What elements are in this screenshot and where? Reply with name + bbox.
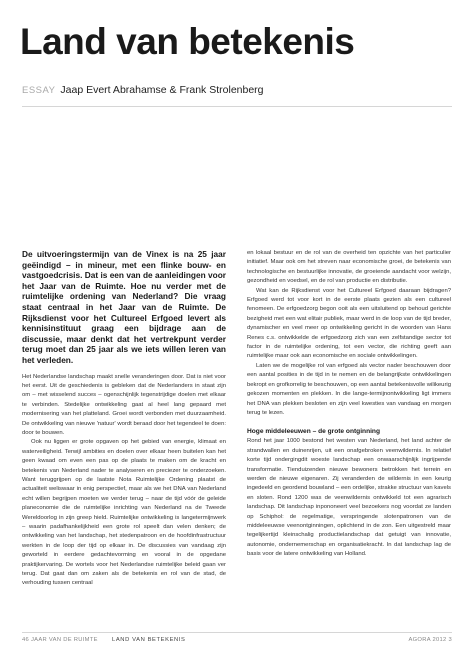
body-paragraph-1: Het Nederlandse landschap maakt snelle veranderingen door. Dat is niet voor het eerst. Uit de geschiedenis is gebleken dat de Nederlanders in staat zijn om – met wisselend succes – ogenschijnlijk tegenstrijdige doelen met elkaar te verbinden. Stedelijke ontwikkeling gaat al heel lang gepaard met modernisering van het platteland. Groei wordt verbonden met duurzaamheid. De ontwikkeling van nieuwe 'natuur' wordt beraad door het tegendeel te doen: door te bouwen. — [22, 373, 226, 436]
series-name: JAAR VAN DE RUIMTE — [30, 637, 98, 643]
lead-paragraph: De uitvoeringstermijn van de Vinex is na 25 jaar geëindigd – in mineur, met een flinke bouw- en vastgoedcrisis. Dat is een van de aanleidingen voor het Jaar van de Ruimte. Hoe nu verder met de ruimtelijke ordening van Nederland? Die vraag staat centraal in het Jaar van de Ruimte. De Rijksdienst voor het Cultureel Erfgoed levert als kennisinstituut graag een bijdrage aan de discussie, maar denkt dat het vertrekpunt verder terug moet dan 25 jaar als we iets willen leren van het verleden. — [22, 249, 226, 365]
body-paragraph-6: Rond het jaar 1000 bestond het westen van Nederland, het land achter de strandwallen en duinenrijen, uit een onafgebroken veenwildernis. In relatief korte tijd ondergingdit woeste landschap een onwaarschijnlijk ingrijpende transformatie. Tienduizenden nieuwe bewoners betrokken het terrein en werden de nieuwe eigenaren. Zij veranderden de wildernis in een keurig ingedeeld en geordend bouwland – een ordelijke, strakke structuur van kavels en sloten. Rond 1200 was de veenwildernis ontwikkeld tot een agrarisch landschap. Dit landschap inpononeert veel bezoekers nog voordat ze landen op Schiphol: de regelmatige, verspringende slotenpatronen van de middeleeuwse veenontginningen, oplichtend in de zon. Een uitgestreld maar tegelijkertijd kleinschalig productielandschap dat getuigt van innovatie, autonomie, ondernemerschap en organisatiekracht. In dat landschap lag de basis voor de latere ontwikkeling van Holland. — [247, 438, 451, 558]
page-number: 46 — [22, 637, 30, 643]
footer-page-info — [22, 637, 98, 643]
body-paragraph-4: Wat kan de Rijksdienst voor het Cultureel Erfgoed daaraan bijdragen? Erfgoed werd tot voor kort in de eerste plaats gezien als een cultureel fenomeen. De erfgoedzorg begon ooit als een uitsluitend op behoud gerichte bezigheid met een wat elitair publiek, maar werd in de loop van de tijd breder, dynamischer en veel meer op ontwikkeling gericht in de woorden van Hans Renes c.s. ontwikkelde de erfgoedzorg zich van een zelfstandige sector tot factor in de ruimtelijke ordening, tot een vector, die richting geeft aan ruimtelijke maar ook aan economische en sociale ontwikkelingen. — [247, 287, 451, 360]
byline — [22, 84, 264, 96]
body-paragraph-3: en lokaal bestuur en de rol van de overheid ten opzichte van het particulier initiatief. Maar ook om het streven naar economische groei, de betekenis van technologische en bestuurlijke innovatie, de groeiende aandacht voor welzijn, gezondheid en voedsel, en de rol van productie en distributie. — [247, 250, 451, 285]
page-title: Land van betekenis — [20, 21, 355, 62]
byline-tag: ESSAY — [22, 85, 56, 96]
footer-section: LAND VAN BETEKENIS — [112, 637, 186, 643]
byline-authors: Jaap Evert Abrahamse & Frank Strolenberg — [60, 84, 264, 96]
top-divider — [22, 106, 452, 107]
footer-edition: AGORA 2012 3 — [408, 637, 452, 643]
bottom-divider — [22, 632, 452, 633]
body-paragraph-2: Ook nu liggen er grote opgaven op het gebied van energie, klimaat en waterveiligheid. Terwijl ambities en doelen over elkaar heen buitelen kan het geen kwaad om even een pas op de plaats te maken om de kracht en betekenis van Nederland nader te analyseren en preciezer te onderzoeken. Want teruggrijpen op de laatste Nota Ruimtelijke Ordening plaatst de actualiteit weliswaar in enig perspectief, maar als we het DNA van Nederland echt willen begrijpen moeten we verder terug – naar de tijd vóór de geleide planeconomie die de ruimtelijke inrichting van Nederland na de Tweede Wereldoorlog in zijn greep hield. Ruimtelijke ontwikkeling is langetermijnwerk – waarin padafhankelijkheid een grote rol speelt dan velen denken; de ontwikkeling van het landschap, het stedenpatroon en de hoofdinfrastructuur werkten in de loop der tijd op elkaar in. De discussies van vandaag zijn geworteld in eerdere gedachtevorming en vooral in de opgedane praktijkervaring. De wortels voor het Nederlandse ruimtelijke beleid gaan ver terug. Dat gaat dan om zaken als de betekenis en rol van de stad, de verhouding tussen centraal — [22, 439, 226, 587]
right-column — [247, 249, 451, 560]
body-paragraph-5: Laten we de mogelijke rol van erfgoed als vector nader beschouwen door een aantal posities in de tijd in te nemen en de belangrijkste ontwikkelingen bekropt en grofkorrelig te beschouwen, op een aantal betekenisvolle wilikeurig gekozen momenten en plekken. In die lange-termijnontwikkeling ligt immers het DNA van plekken besloten en zijn veel kwesties van vandaag en morgen terug te lezen. — [247, 362, 452, 416]
left-column — [22, 249, 226, 589]
section-heading: Hoge middeleeuwen – de grote ontginning — [247, 428, 380, 436]
